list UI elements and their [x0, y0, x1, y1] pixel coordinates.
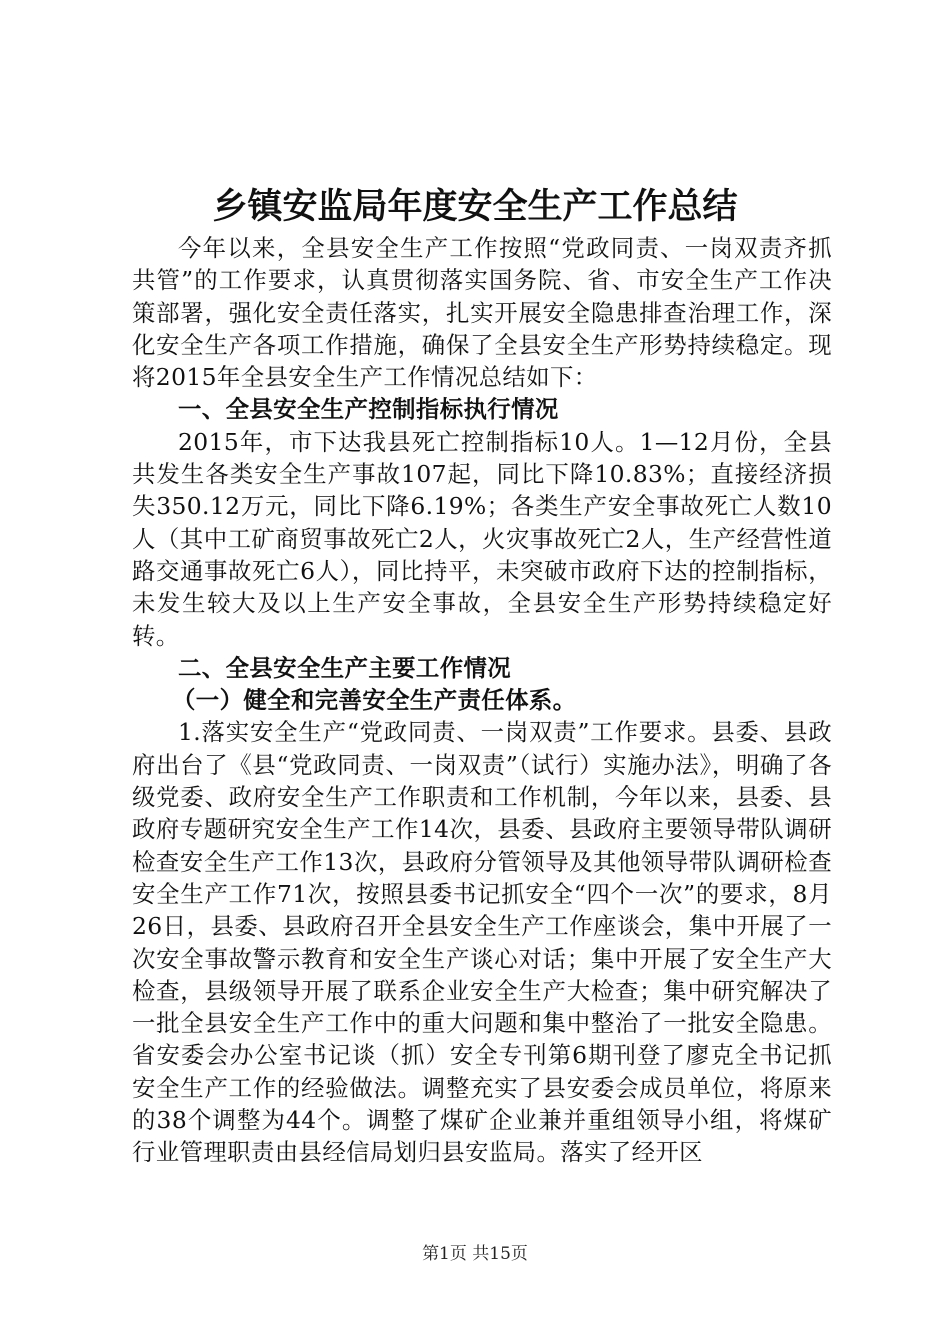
section-2-heading: 二、全县安全生产主要工作情况	[178, 653, 512, 682]
section-1-paragraph: 2015年，市下达我县死亡控制指标10人。1—12月份，全县共发生各类安全生产事故107起，同比下降10.83%；直接经济损失350.12万元，同比下降6.19%；各类生产安全事故死亡人数10人（其中工矿商贸事故死亡2人，火灾事故死亡2人，生产经营性道路交通事故死亡6人），同比持平，未突破市政府下达的控制指标，未发生较大及以上生产安全事故，全县安全生产形势持续稳定好转。	[132, 427, 832, 650]
page-number-footer: 第1页 共15页	[422, 1244, 528, 1264]
intro-paragraph: 今年以来，全县安全生产工作按照“党政同责、一岗双责齐抓共管”的工作要求，认真贯彻落实国务院、省、市安全生产工作决策部署，强化安全责任落实，扎实开展安全隐患排查治理工作，深化安全生产各项工作措施，确保了全县安全生产形势持续稳定。现将2015年全县安全生产工作情况总结如下：	[132, 234, 832, 392]
document-body	[132, 232, 832, 1169]
subsection-1-heading: （一）健全和完善安全生产责任体系。	[172, 686, 577, 715]
section-1-heading: 一、全县安全生产控制指标执行情况	[178, 395, 559, 424]
document-title: 乡镇安监局年度安全生产工作总结	[212, 187, 738, 227]
item-1-paragraph: 1.落实安全生产“党政同责、一岗双责”工作要求。县委、县政府出台了《县“党政同责、一岗双责”（试行）实施办法》，明确了各级党委、政府安全生产工作职责和工作机制，今年以来，县委、县政府专题研究安全生产工作14次，县委、县政府主要领导带队调研检查安全生产工作13次，县政府分管领导及其他领导带队调研检查安全生产工作71次，按照县委书记抓安全“四个一次”的要求，8月26日，县委、县政府召开全县安全生产工作座谈会，集中开展了一次安全事故警示教育和安全生产谈心对话；集中开展了安全生产大检查，县级领导开展了联系企业安全生产大检查；集中研究解决了一批全县安全生产工作中的重大问题和集中整治了一批安全隐患。省安委会办公室书记谈（抓）安全专刊第6期刊登了廖克全书记抓安全生产工作的经验做法。调整充实了县安委会成员单位，将原来的38个调整为44个。调整了煤矿企业兼并重组领导小组，将煤矿行业管理职责由县经信局划归县安监局。落实了经开区	[132, 718, 832, 1167]
